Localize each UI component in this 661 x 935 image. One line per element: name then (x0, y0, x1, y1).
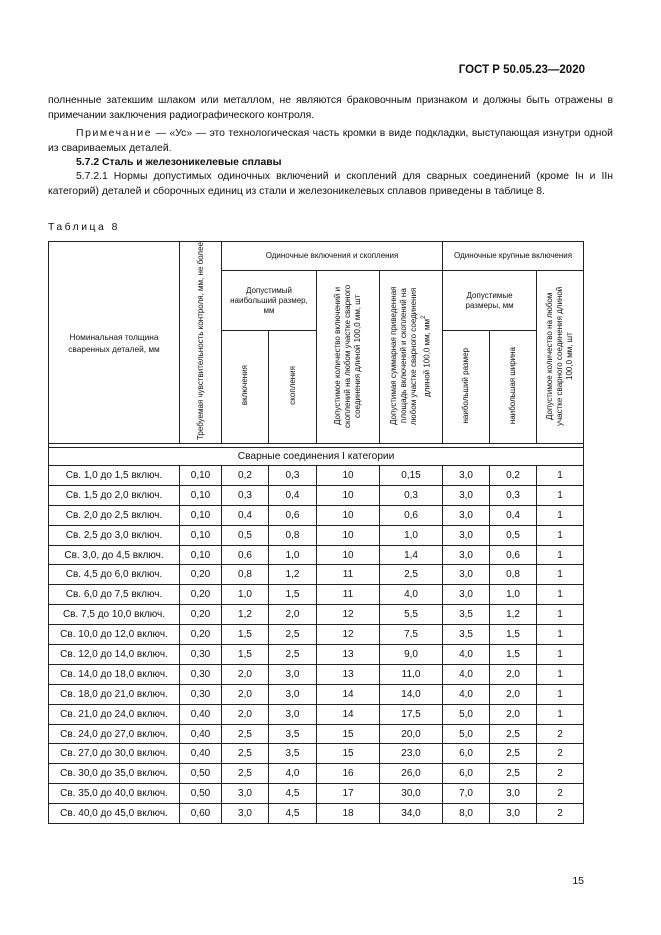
value-cell: 1,0 (222, 585, 269, 605)
value-cell: 2,0 (222, 684, 269, 704)
header-large-size: Допустимые размеры, мм (443, 271, 537, 331)
value-cell: 0,20 (180, 565, 222, 585)
value-cell: 2,5 (222, 744, 269, 764)
value-cell: 5,5 (380, 605, 443, 625)
value-cell: 1 (537, 466, 584, 486)
value-cell: 2 (537, 784, 584, 804)
value-cell: 30,0 (380, 784, 443, 804)
note (48, 126, 613, 156)
value-cell: 0,5 (490, 525, 537, 545)
table-row (49, 804, 584, 824)
table-row (49, 585, 584, 605)
value-cell: 2 (537, 764, 584, 784)
value-cell: 1 (537, 505, 584, 525)
value-cell: 1,0 (380, 525, 443, 545)
value-cell: 9,0 (380, 645, 443, 665)
value-cell: 2,5 (222, 724, 269, 744)
value-cell: 17 (317, 784, 380, 804)
header-large-inclusions: Одиночные крупные включения (443, 242, 584, 271)
value-cell: 10 (317, 466, 380, 486)
thickness-cell: Св. 18,0 до 21,0 включ. (49, 684, 180, 704)
norms-table (48, 241, 584, 824)
value-cell: 0,8 (269, 525, 317, 545)
value-cell: 0,10 (180, 485, 222, 505)
value-cell: 0,30 (180, 664, 222, 684)
table-row (49, 485, 584, 505)
thickness-cell: Св. 10,0 до 12,0 включ. (49, 625, 180, 645)
value-cell: 0,6 (490, 545, 537, 565)
table-row (49, 505, 584, 525)
value-cell: 2,0 (222, 664, 269, 684)
value-cell: 0,6 (269, 505, 317, 525)
value-cell: 2,0 (269, 605, 317, 625)
value-cell: 3,0 (222, 804, 269, 824)
value-cell: 10 (317, 505, 380, 525)
value-cell: 2,0 (222, 704, 269, 724)
value-cell: 0,40 (180, 724, 222, 744)
value-cell: 6,0 (443, 764, 490, 784)
value-cell: 3,0 (443, 545, 490, 565)
value-cell: 4,0 (269, 764, 317, 784)
thickness-cell: Св. 1,0 до 1,5 включ. (49, 466, 180, 486)
value-cell: 0,6 (380, 505, 443, 525)
value-cell: 14,0 (380, 684, 443, 704)
table-row (49, 704, 584, 724)
value-cell: 1,0 (269, 545, 317, 565)
value-cell: 2,5 (269, 645, 317, 665)
value-cell: 0,30 (180, 645, 222, 665)
table-row (49, 724, 584, 744)
value-cell: 0,4 (222, 505, 269, 525)
value-cell: 1,5 (269, 585, 317, 605)
header-sensitivity: Требуемая чувствительность контроля, мм, не более (180, 242, 222, 444)
value-cell: 1 (537, 565, 584, 585)
table-caption: Таблица 8 (48, 222, 120, 233)
header-max-width: наибольшая ширина (490, 331, 537, 444)
value-cell: 2 (537, 724, 584, 744)
value-cell: 4,5 (269, 784, 317, 804)
value-cell: 1,0 (490, 585, 537, 605)
header-thickness: Номинальная толщина сваренных деталей, мм (49, 242, 180, 444)
value-cell: 3,0 (490, 804, 537, 824)
value-cell: 13 (317, 664, 380, 684)
value-cell: 14 (317, 684, 380, 704)
value-cell: 0,3 (269, 466, 317, 486)
value-cell: 1,5 (222, 625, 269, 645)
value-cell: 2,5 (490, 764, 537, 784)
value-cell: 0,4 (269, 485, 317, 505)
value-cell: 0,8 (222, 565, 269, 585)
value-cell: 0,10 (180, 545, 222, 565)
thickness-cell: Св. 12,0 до 14,0 включ. (49, 645, 180, 665)
header-inclusions: включения (222, 331, 269, 444)
value-cell: 4,5 (269, 804, 317, 824)
value-cell: 3,5 (443, 625, 490, 645)
value-cell: 1,2 (222, 605, 269, 625)
value-cell: 3,5 (269, 744, 317, 764)
value-cell: 11 (317, 565, 380, 585)
value-cell: 7,0 (443, 784, 490, 804)
thickness-cell: Св. 2,0 до 2,5 включ. (49, 505, 180, 525)
value-cell: 2 (537, 804, 584, 824)
table-row (49, 565, 584, 585)
value-cell: 0,3 (222, 485, 269, 505)
header-count: Допустимое количество включений и скоплений на любом участке сварного соединения длиной 100,0 мм, шт (317, 271, 380, 444)
value-cell: 1,2 (269, 565, 317, 585)
value-cell: 3,0 (222, 784, 269, 804)
thickness-cell: Св. 3,0, до 4,5 включ. (49, 545, 180, 565)
section-title: 5.7.2 Сталь и железоникелевые сплавы (76, 157, 282, 168)
value-cell: 0,2 (490, 466, 537, 486)
value-cell: 3,0 (443, 585, 490, 605)
value-cell: 2,0 (490, 664, 537, 684)
table-row (49, 545, 584, 565)
header-large-count: Допустимое количество на любом участке сварного соединения длиной 100,0 мм, шт (537, 271, 584, 444)
value-cell: 2,0 (490, 704, 537, 724)
value-cell: 3,5 (269, 724, 317, 744)
value-cell: 23,0 (380, 744, 443, 764)
value-cell: 3,0 (443, 565, 490, 585)
value-cell: 11 (317, 585, 380, 605)
value-cell: 0,10 (180, 525, 222, 545)
value-cell: 2,0 (490, 684, 537, 704)
thickness-cell: Св. 21,0 до 24,0 включ. (49, 704, 180, 724)
value-cell: 8,0 (443, 804, 490, 824)
table-row (49, 466, 584, 486)
header-single-inclusions: Одиночные включения и скопления (222, 242, 443, 271)
value-cell: 2,5 (222, 764, 269, 784)
header-max-dimension: наибольший размер (443, 331, 490, 444)
value-cell: 3,0 (443, 525, 490, 545)
value-cell: 0,4 (490, 505, 537, 525)
value-cell: 0,40 (180, 704, 222, 724)
value-cell: 1 (537, 664, 584, 684)
value-cell: 4,0 (380, 585, 443, 605)
value-cell: 0,30 (180, 684, 222, 704)
value-cell: 0,5 (222, 525, 269, 545)
value-cell: 4,0 (443, 684, 490, 704)
value-cell: 12 (317, 605, 380, 625)
value-cell: 1,5 (222, 645, 269, 665)
value-cell: 1 (537, 605, 584, 625)
table-row (49, 664, 584, 684)
thickness-cell: Св. 35,0 до 40,0 включ. (49, 784, 180, 804)
value-cell: 0,60 (180, 804, 222, 824)
value-cell: 17,5 (380, 704, 443, 724)
note-label: Примечание (76, 128, 153, 139)
table-row (49, 645, 584, 665)
value-cell: 3,0 (269, 704, 317, 724)
value-cell: 7,5 (380, 625, 443, 645)
value-cell: 12 (317, 625, 380, 645)
paragraph-5-7-2-1: 5.7.2.1 Нормы допустимых одиночных включений и скоплений для сварных соединений (кроме Iн и IIн категорий) деталей и сборочных единиц из стали и железоникелевых сплавов приведены в таблице 8. (48, 171, 613, 197)
thickness-cell: Св. 14,0 до 18,0 включ. (49, 664, 180, 684)
value-cell: 10 (317, 525, 380, 545)
value-cell: 15 (317, 724, 380, 744)
value-cell: 2,5 (490, 744, 537, 764)
value-cell: 6,0 (443, 744, 490, 764)
value-cell: 3,5 (443, 605, 490, 625)
value-cell: 0,3 (380, 485, 443, 505)
thickness-cell: Св. 4,5 до 6,0 включ. (49, 565, 180, 585)
value-cell: 1 (537, 645, 584, 665)
value-cell: 0,6 (222, 545, 269, 565)
value-cell: 1 (537, 485, 584, 505)
value-cell: 2,5 (269, 625, 317, 645)
table-row (49, 764, 584, 784)
thickness-cell: Св. 40,0 до 45,0 включ. (49, 804, 180, 824)
value-cell: 15 (317, 744, 380, 764)
value-cell: 0,20 (180, 625, 222, 645)
value-cell: 11,0 (380, 664, 443, 684)
value-cell: 1 (537, 585, 584, 605)
value-cell: 3,0 (490, 784, 537, 804)
table-row (49, 625, 584, 645)
table-row (49, 525, 584, 545)
value-cell: 0,2 (222, 466, 269, 486)
value-cell: 3,0 (269, 664, 317, 684)
value-cell: 1,5 (490, 645, 537, 665)
value-cell: 0,40 (180, 744, 222, 764)
value-cell: 0,10 (180, 505, 222, 525)
paragraph-continuation: полненные затекшим шлаком или металлом, не являются браковочным признаком и должны быть отражены в примечании заключения радиографического контроля. (48, 95, 613, 121)
value-cell: 0,15 (380, 466, 443, 486)
thickness-cell: Св. 1,5 до 2,0 включ. (49, 485, 180, 505)
value-cell: 10 (317, 485, 380, 505)
value-cell: 20,0 (380, 724, 443, 744)
note-text: — «Ус» — это технологическая часть кромки в виде подкладки, выступающая изнутри одной из свариваемых деталей. (48, 128, 613, 154)
thickness-cell: Св. 6,0 до 7,5 включ. (49, 585, 180, 605)
page-number: 15 (572, 875, 584, 887)
value-cell: 26,0 (380, 764, 443, 784)
value-cell: 3,0 (443, 505, 490, 525)
thickness-cell: Св. 7,5 до 10,0 включ. (49, 605, 180, 625)
value-cell: 0,10 (180, 466, 222, 486)
value-cell: 1 (537, 545, 584, 565)
value-cell: 3,0 (269, 684, 317, 704)
header-max-size: Допустимый наибольший размер, мм (222, 271, 317, 331)
value-cell: 10 (317, 545, 380, 565)
header-clusters: скопления (269, 331, 317, 444)
table-row (49, 605, 584, 625)
value-cell: 4,0 (443, 664, 490, 684)
thickness-cell: Св. 2,5 до 3,0 включ. (49, 525, 180, 545)
table-row (49, 684, 584, 704)
thickness-cell: Св. 27,0 до 30,0 включ. (49, 744, 180, 764)
value-cell: 1 (537, 684, 584, 704)
value-cell: 0,50 (180, 784, 222, 804)
value-cell: 1,2 (490, 605, 537, 625)
value-cell: 0,3 (490, 485, 537, 505)
value-cell: 1 (537, 525, 584, 545)
value-cell: 1 (537, 625, 584, 645)
value-cell: 5,0 (443, 724, 490, 744)
value-cell: 5,0 (443, 704, 490, 724)
category-row: Сварные соединения I категории (49, 448, 584, 466)
value-cell: 13 (317, 645, 380, 665)
value-cell: 34,0 (380, 804, 443, 824)
value-cell: 2,5 (380, 565, 443, 585)
table-row (49, 784, 584, 804)
value-cell: 4,0 (443, 645, 490, 665)
thickness-cell: Св. 24,0 до 27,0 включ. (49, 724, 180, 744)
header-area: Допустимая суммарная приведенная площадь включений и скоплений на любом участке сварного соединения длиной 100,0 мм, $мм^2$ (380, 271, 443, 444)
value-cell: 1 (537, 704, 584, 724)
value-cell: 0,8 (490, 565, 537, 585)
value-cell: 3,0 (443, 485, 490, 505)
value-cell: 0,50 (180, 764, 222, 784)
thickness-cell: Св. 30,0 до 35,0 включ. (49, 764, 180, 784)
value-cell: 0,20 (180, 605, 222, 625)
value-cell: 2 (537, 744, 584, 764)
value-cell: 18 (317, 804, 380, 824)
value-cell: 1,5 (490, 625, 537, 645)
value-cell: 16 (317, 764, 380, 784)
document-header: ГОСТ Р 50.05.23—2020 (458, 64, 585, 76)
value-cell: 2,5 (490, 724, 537, 744)
value-cell: 14 (317, 704, 380, 724)
value-cell: 1,4 (380, 545, 443, 565)
value-cell: 3,0 (443, 466, 490, 486)
table-row (49, 744, 584, 764)
value-cell: 0,20 (180, 585, 222, 605)
